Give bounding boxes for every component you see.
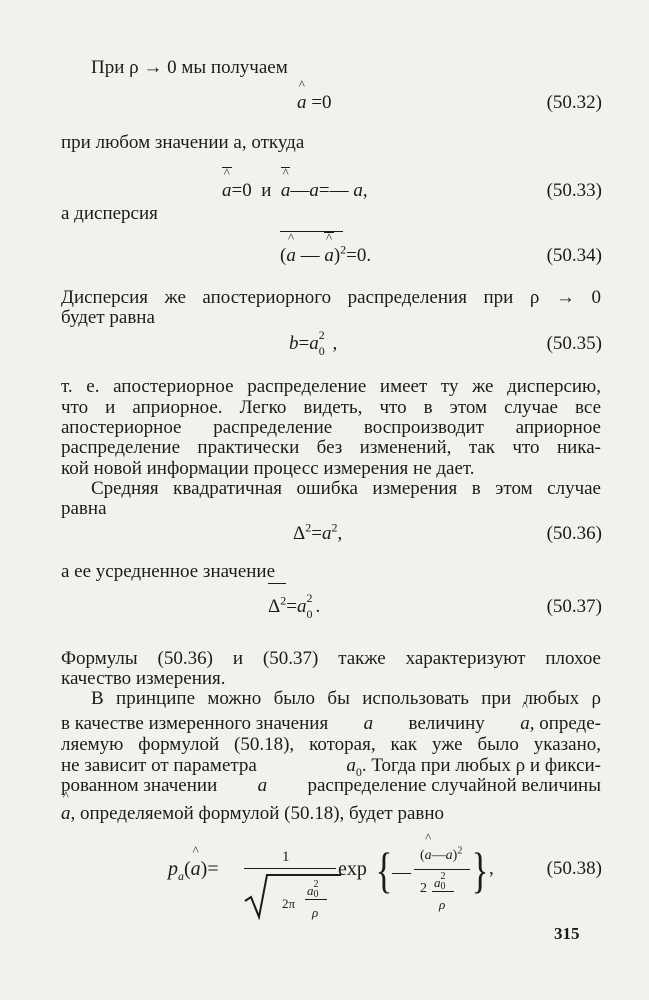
exp-den-fraction-line	[432, 891, 454, 892]
formula-50-37: $\Delta^2=a$ 2 0 .	[268, 591, 321, 621]
text-segment: распределение случайной величины	[307, 775, 601, 796]
left-brace: {	[375, 842, 393, 898]
text-line: что и априорное. Легко видеть, что в этом случае все	[61, 397, 601, 418]
formula-50-35: b=a 2 0 ,	[289, 328, 338, 358]
text-line: качество измерения.	[61, 668, 226, 689]
exp-numerator: (^ a—a)$^2$	[420, 845, 462, 867]
text-line	[61, 775, 601, 797]
symbol: ^ a	[61, 803, 71, 825]
formula-lhs: $p_a(\^{}$ a)=	[168, 858, 219, 880]
text-segment: . Тогда при любых ρ и фикси-	[361, 755, 601, 776]
equation-number: (50.33)	[546, 180, 602, 201]
text-line: Дисперсия же апостериорного распределения при ρ → 0	[61, 287, 601, 308]
text-segment: , определяемой формулой (50.18), будет равно	[70, 803, 445, 824]
equation-number: (50.32)	[546, 92, 602, 113]
text-line: апостериорное распределение воспроизводит априорное	[61, 417, 601, 438]
text-line: кой новой информации процесс измерения не дает.	[61, 458, 475, 479]
text-line: а дисперсия	[61, 203, 158, 224]
text-line: распределение практически без изменений, так что ника-	[61, 437, 601, 458]
text-segment: рованном значении	[61, 775, 218, 796]
formula-50-33: ^ a=0 и ^ a—a=— a,	[222, 180, 368, 202]
equation-number: (50.36)	[546, 523, 602, 544]
text-line: ляемую формулой (50.18), которая, как уже было указано,	[61, 734, 601, 755]
text-line: Средняя квадратичная ошибка измерения в этом случае	[91, 478, 601, 499]
symbol: a	[346, 755, 356, 776]
formula-50-34: (^ a — ^ a)$^2$=0.	[280, 245, 371, 267]
text-segment: не зависит от параметра	[61, 755, 257, 776]
right-brace: }	[471, 842, 489, 898]
fraction-line	[244, 868, 336, 869]
text-line: В принципе можно было бы использовать при любых ρ	[91, 688, 601, 709]
minus-sign: —	[392, 862, 411, 883]
exp-fraction-line	[414, 869, 470, 870]
equation-number: (50.38)	[546, 858, 602, 879]
text-segment: в качестве измеренного значения	[61, 713, 329, 734]
equation-number: (50.34)	[546, 245, 602, 266]
sqrt-content: 2π	[282, 896, 296, 911]
text-line: Формулы (50.36) и (50.37) также характеризуют плохое	[61, 648, 601, 669]
text-line	[61, 713, 601, 735]
text-line	[61, 803, 444, 825]
text-line	[61, 755, 601, 777]
inner-fraction-den: ρ	[312, 905, 319, 920]
exp-denominator: 2	[420, 881, 427, 896]
symbol: a	[363, 713, 374, 734]
page-number: 315	[554, 924, 580, 943]
text-line: а ее усредненное значение	[61, 561, 276, 582]
text-line: т. е. апостериорное распределение имеет ту же дисперсию,	[61, 376, 601, 397]
text-segment: величину	[408, 713, 485, 734]
symbol: a	[257, 775, 268, 796]
formula-50-32: ^ a =0	[297, 92, 331, 114]
comma: ,	[489, 858, 494, 879]
text-line: при любом значении a, откуда	[61, 132, 305, 153]
text-line: равна	[61, 498, 107, 519]
exp-function: exp	[338, 858, 367, 880]
text-segment: , опреде-	[529, 713, 601, 734]
inner-fraction-line	[305, 899, 327, 900]
inner-fraction-num: a 2 0	[307, 879, 319, 900]
symbol: ^ a	[520, 713, 530, 735]
equation-number: (50.37)	[546, 596, 602, 617]
formula-50-36: $\Delta^2=a^2$,	[293, 520, 343, 544]
numerator-one: 1	[282, 849, 290, 865]
exp-den-fraction-den: ρ	[439, 897, 446, 912]
symbol: 0	[355, 764, 362, 779]
exp-den-fraction-num: a 2 0	[434, 871, 446, 892]
text-line: будет равна	[61, 307, 155, 328]
equation-number: (50.35)	[546, 333, 602, 354]
text-line: При ρ → 0 мы получаем	[91, 57, 288, 78]
